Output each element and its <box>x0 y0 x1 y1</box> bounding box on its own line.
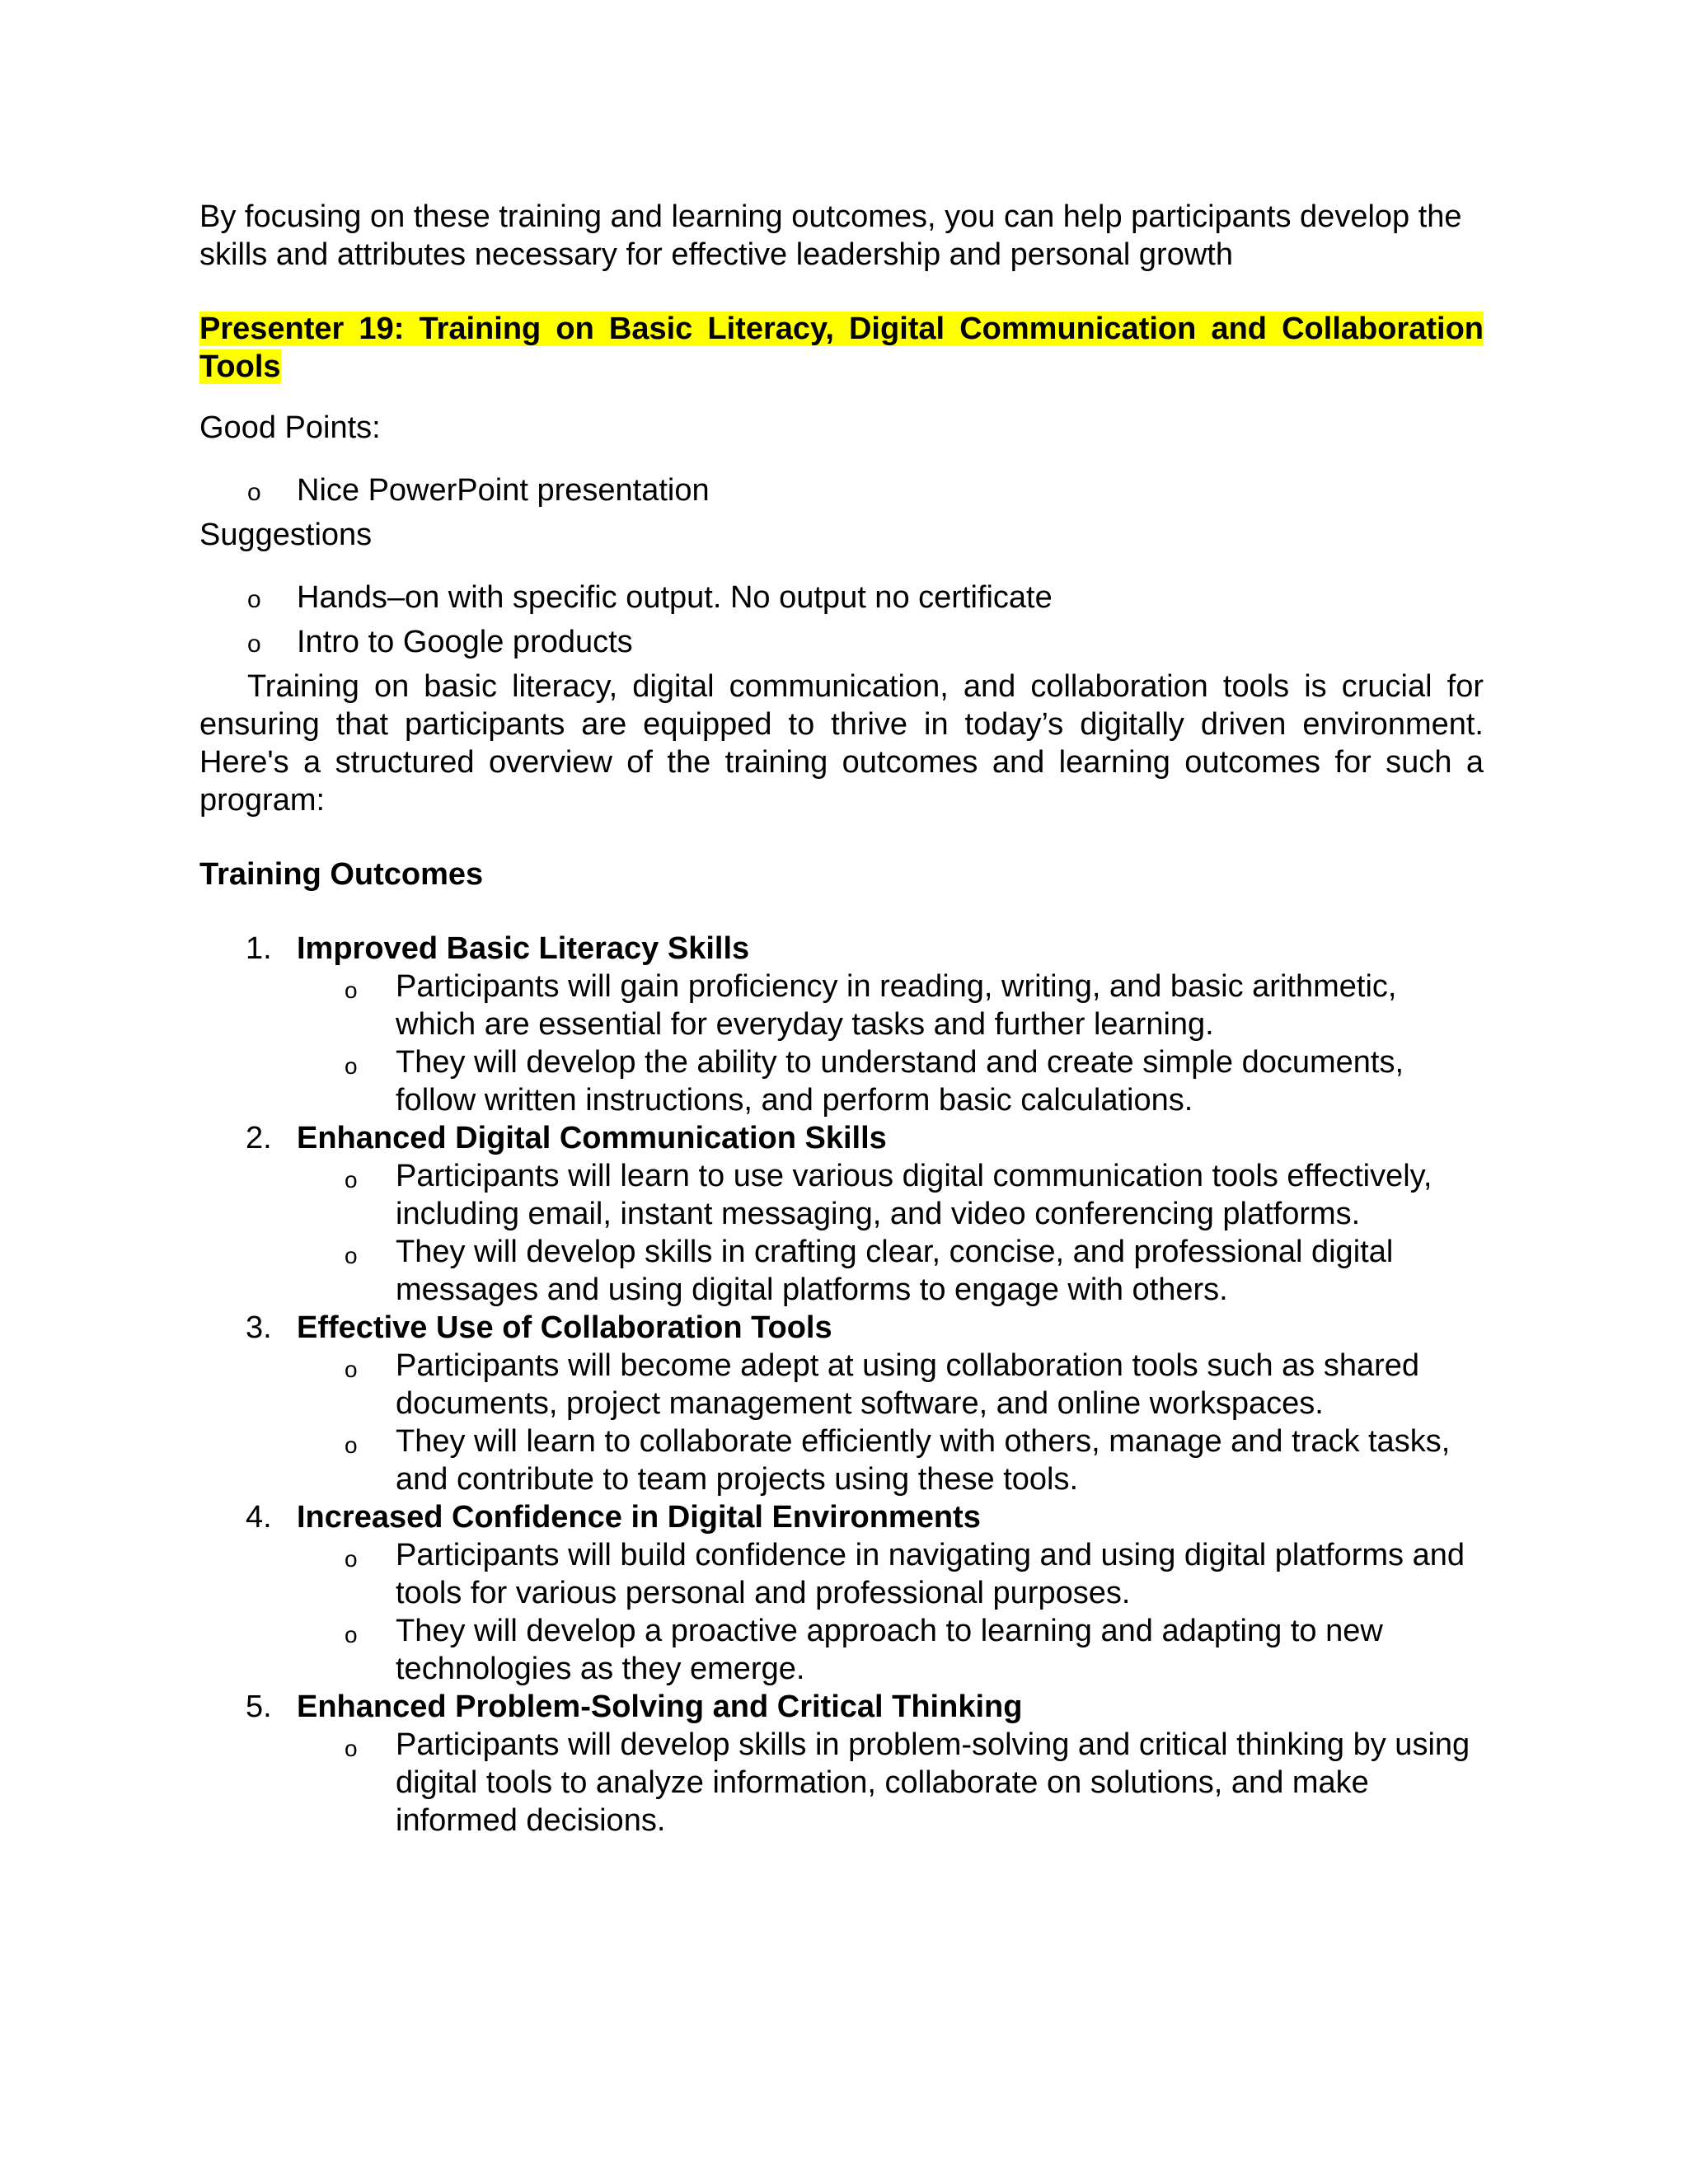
outcome-points <box>297 1157 1484 1309</box>
outcome-number: 2. <box>246 1121 272 1155</box>
good-points-label: Good Points: <box>199 410 381 445</box>
outcome-item <box>199 930 1484 1119</box>
outcome-points <box>297 1347 1484 1498</box>
bullet-icon: o <box>247 479 261 506</box>
presenter-heading <box>199 310 1484 386</box>
bullet-icon: o <box>345 1357 358 1382</box>
outcome-point <box>297 1612 1484 1688</box>
training-outcomes-list <box>199 930 1484 1840</box>
outcome-title: Enhanced Problem-Solving and Critical Thinking <box>297 1690 1023 1724</box>
bullet-icon: o <box>345 1243 358 1268</box>
outcome-points <box>297 1536 1484 1688</box>
outcome-point <box>297 968 1484 1043</box>
outcome-points <box>297 968 1484 1119</box>
outcome-item <box>199 1688 1484 1840</box>
outcome-title: Increased Confidence in Digital Environments <box>297 1500 981 1535</box>
bullet-icon: o <box>345 1546 358 1572</box>
outcome-title: Effective Use of Collaboration Tools <box>297 1310 832 1345</box>
good-points-list <box>199 471 1484 509</box>
outcome-point-text: Participants will develop skills in problem-solving and critical thinking by using digital tools to analyze information, collaborate on solutions, and make informed decisions. <box>396 1727 1470 1838</box>
list-item <box>199 623 1484 661</box>
outcome-point-text: They will learn to collaborate efficiently with others, manage and track tasks, and contribute to team projects using these tools. <box>396 1424 1451 1497</box>
training-outcomes-title: Training Outcomes <box>199 857 484 892</box>
outcome-point-text: Participants will become adept at using collaboration tools such as shared documents, project management software, and online workspaces. <box>396 1348 1420 1421</box>
bullet-icon: o <box>345 1622 358 1647</box>
outcome-point <box>297 1726 1484 1840</box>
outcome-item <box>199 1309 1484 1498</box>
outcome-item <box>199 1119 1484 1309</box>
intro-paragraph: By focusing on these training and learning outcomes, you can help participants develop the skills and attributes necessary for effective leadership and personal growth <box>199 199 1462 272</box>
list-item-text: Hands–on with specific output. No output no certificate <box>297 580 1053 615</box>
outcome-point <box>297 1233 1484 1309</box>
outcome-point-text: They will develop the ability to understand and create simple documents, follow written instructions, and perform basic calculations. <box>396 1045 1404 1118</box>
bullet-icon: o <box>247 630 261 658</box>
outcome-point-text: They will develop a proactive approach to learning and adapting to new technologies as they emerge. <box>396 1614 1383 1686</box>
outcome-point-text: Participants will gain proficiency in reading, writing, and basic arithmetic, which are essential for everyday tasks and further learning. <box>396 969 1397 1042</box>
outcome-point <box>297 1422 1484 1498</box>
list-item <box>199 579 1484 616</box>
list-item <box>199 471 1484 509</box>
bullet-icon: o <box>345 1736 358 1761</box>
outcome-point <box>297 1157 1484 1233</box>
presenter-heading-text: Presenter 19: Training on Basic Literacy, Digital Communication and Collaboration Tools <box>199 312 1484 384</box>
outcome-title: Improved Basic Literacy Skills <box>297 931 750 966</box>
outcome-number: 4. <box>246 1500 272 1535</box>
suggestions-label: Suggestions <box>199 518 373 552</box>
outcome-point-text: Participants will learn to use various digital communication tools effectively, including email, instant messaging, and video conferencing platforms. <box>396 1159 1432 1231</box>
bullet-icon: o <box>345 1167 358 1193</box>
outcome-item <box>199 1498 1484 1688</box>
outcome-point <box>297 1043 1484 1119</box>
page-content <box>199 198 1484 1840</box>
list-item-text: Nice PowerPoint presentation <box>297 473 710 508</box>
outcome-title: Enhanced Digital Communication Skills <box>297 1121 887 1155</box>
list-item-text: Intro to Google products <box>297 625 633 659</box>
overview-paragraph: Training on basic literacy, digital communication, and collaboration tools is crucial for ensuring that participants are equipped to thrive in today’s digitally driven environment. Here's a structured overview of the training outcomes and learning outcomes for such a program: <box>199 669 1484 818</box>
bullet-icon: o <box>345 1053 358 1079</box>
outcome-point-text: They will develop skills in crafting clear, concise, and professional digital messages and using digital platforms to engage with others. <box>396 1235 1394 1307</box>
outcome-points <box>297 1726 1484 1840</box>
bullet-icon: o <box>345 977 358 1003</box>
bullet-icon: o <box>247 586 261 613</box>
suggestions-list <box>199 579 1484 661</box>
bullet-icon: o <box>345 1432 358 1458</box>
outcome-point-text: Participants will build confidence in navigating and using digital platforms and tools for various personal and professional purposes. <box>396 1538 1465 1610</box>
outcome-number: 5. <box>246 1690 272 1724</box>
outcome-point <box>297 1347 1484 1422</box>
outcome-point <box>297 1536 1484 1612</box>
outcome-number: 3. <box>246 1310 272 1345</box>
outcome-number: 1. <box>246 931 272 966</box>
